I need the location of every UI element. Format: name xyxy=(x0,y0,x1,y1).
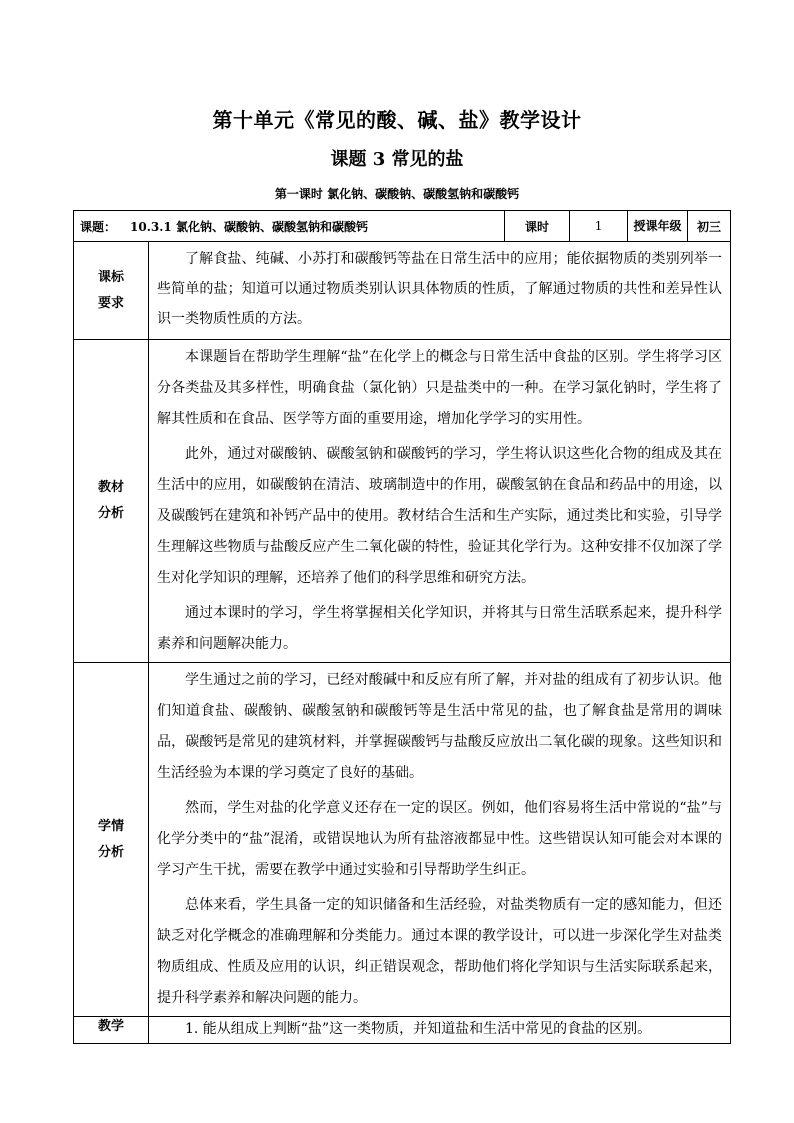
hours-label: 课时 xyxy=(505,211,570,242)
grade-value: 初三 xyxy=(697,219,722,234)
teaching-goals-text-cell xyxy=(149,1017,731,1044)
teaching-goals-row xyxy=(74,1017,731,1044)
requirements-label xyxy=(74,242,149,340)
student-label-line1: 学情 xyxy=(97,818,124,834)
material-analysis-row xyxy=(74,340,731,663)
teaching-goal-1: 1. 能从组成上判断“盐”这一类物质，并知道盐和生活中常见的食盐的区别。 xyxy=(185,1021,652,1037)
period-heading: 第一课时 氯化钠、碳酸钠、碳酸氢钠和碳酸钙 xyxy=(274,187,520,201)
student-analysis-text-cell xyxy=(149,663,731,1017)
student-label-line2: 分析 xyxy=(97,844,124,860)
grade-cell xyxy=(628,211,731,242)
requirements-text-cell xyxy=(149,242,731,340)
student-analysis-row xyxy=(74,663,731,1017)
material-label-line2: 分析 xyxy=(97,506,124,521)
material-paragraph-1: 本课题旨在帮助学生理解“盐”在化学上的概念与日常生活中食盐的区别。学生将学习区分各类盐及其多样性，明确食盐（氯化钠）只是盐类中的一种。在学习氯化钠时，学生将了解其性质和在食品、医学等方面的重要用途，增加化学学习的实用性。 xyxy=(157,349,723,427)
topic-cell xyxy=(74,211,505,242)
requirements-text: 了解食盐、纯碱、小苏打和碳酸钙等盐在日常生活中的应用；能依据物质的类别列举一些简单的盐；知道可以通过物质类别认识具体物质的性质，了解通过物质的共性和差异性认识一类物质性质的方法。 xyxy=(157,251,723,327)
lesson-subtitle: 课题 3 常见的盐 xyxy=(330,149,464,170)
table-header-row xyxy=(74,211,731,242)
requirements-label-line1: 课标 xyxy=(97,269,124,285)
topic-label: 课题： xyxy=(80,219,117,234)
student-paragraph-1: 学生通过之前的学习，已经对酸碱中和反应有所了解，并对盐的组成有了初步认识。他们知道食盐、碳酸钠、碳酸氢钠和碳酸钙等是生活中常见的盐，也了解食盐是常用的调味品，碳酸钙是常见的建筑材料，并掌握碳酸钙与盐酸反应放出二氧化碳的现象。这些知识和生活经验为本课的学习奠定了良好的基础。 xyxy=(157,672,723,781)
teaching-goals-label: 教学 xyxy=(74,1017,149,1044)
material-analysis-label xyxy=(74,340,149,663)
material-label-line1: 教材 xyxy=(97,480,124,495)
student-paragraph-2: 然而，学生对盐的化学意义还存在一定的误区。例如，他们容易将生活中常说的“盐”与化学分类中的“盐”混淆，或错误地认为所有盐溶液都显中性。这些错误认知可能会对本课的学习产生干扰，需要在教学中通过实验和引导帮助学生纠正。 xyxy=(157,800,723,878)
grade-label: 授课年级 xyxy=(628,211,688,241)
material-paragraph-3: 通过本课时的学习，学生将掌握相关化学知识，并将其与日常生活联系起来，提升科学素养和问题解决能力。 xyxy=(157,605,723,652)
student-paragraph-3: 总体来看，学生具备一定的知识储备和生活经验，对盐类物质有一定的感知能力，但还缺乏对化学概念的准确理解和分类能力。通过本课的教学设计，可以进一步深化学生对盐类物质组成、性质及应用的认识，纠正错误观念，帮助他们将化学知识与生活实际联系起来，提升科学素养和解决问题的能力。 xyxy=(157,897,723,1006)
requirements-row xyxy=(74,242,731,340)
topic-value: 10.3.1 氯化钠、碳酸钠、碳酸氢钠和碳酸钙 xyxy=(130,219,368,234)
student-analysis-label xyxy=(74,663,149,1017)
requirements-label-line2: 要求 xyxy=(97,295,124,311)
document-title: 第十单元《常见的酸、碱、盐》教学设计 xyxy=(212,108,582,132)
lesson-plan-table xyxy=(73,210,731,1044)
hours-value: 1 xyxy=(570,211,628,242)
material-paragraph-2: 此外，通过对碳酸钠、碳酸氢钠和碳酸钙的学习，学生将认识这些化合物的组成及其在生活中的应用，如碳酸钠在清洁、玻璃制造中的作用，碳酸氢钠在食品和药品中的用途，以及碳酸钙在建筑和补钙产品中的使用。教材结合生活和生产实际，通过类比和实验，引导学生理解这些物质与盐酸反应产生二氧化碳的特性，验证其化学行为。这种安排不仅加深了学生对化学知识的理解，还培养了他们的科学思维和研究方法。 xyxy=(157,446,723,586)
material-analysis-text-cell xyxy=(149,340,731,663)
